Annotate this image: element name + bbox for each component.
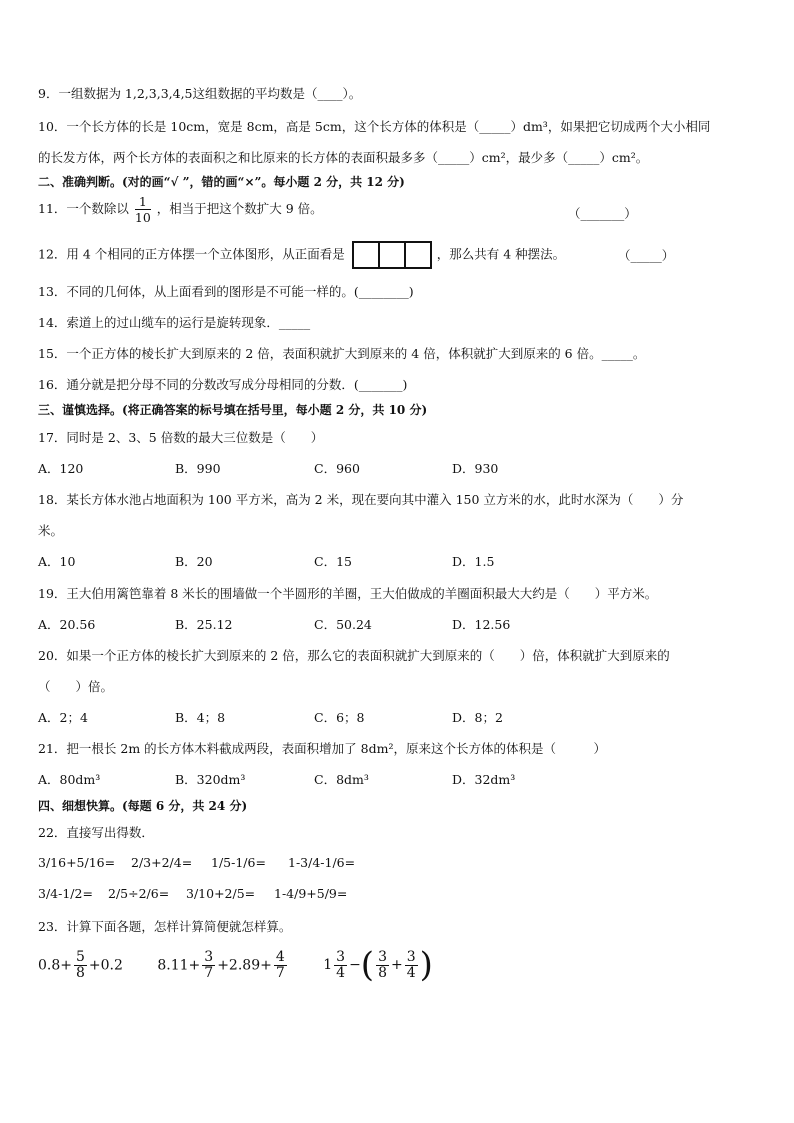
calc-item: 3/4-1/2=: [38, 886, 93, 901]
option-d: D．32dm³: [452, 772, 516, 787]
expr-text: 0.8+: [38, 957, 72, 973]
option-d: D．12.56: [452, 617, 511, 632]
question-19: 19．王大伯用篱笆靠着 8 米长的围墙做一个半圆形的羊圈，王大伯做成的羊圈面积最大大约是（ ）平方米。: [38, 586, 658, 601]
fraction: [274, 950, 287, 981]
fraction-one-tenth: [135, 194, 151, 225]
calc-item: 1/5-1/6=: [211, 855, 266, 870]
option-c: C．6；8: [314, 710, 365, 725]
option-b: B．20: [175, 554, 213, 569]
question-9: 9．一组数据为 1,2,3,3,4,5这组数据的平均数是（____）。: [38, 86, 362, 101]
question-12-answer-blank: （_____）: [618, 248, 675, 263]
question-23-expressions: [38, 945, 463, 985]
option-d: D．930: [452, 461, 499, 476]
option-c: C．50.24: [314, 617, 372, 632]
expr-text: 8.11+: [157, 957, 201, 973]
option-a: A．80dm³: [38, 772, 101, 787]
three-square-front-view-figure: [352, 241, 430, 269]
option-a: A．2；4: [38, 710, 88, 725]
option-a: A．10: [38, 554, 76, 569]
question-10-line2: 的长发方体，两个长方体的表面积之和比原来的长方体的表面积最多多（_____）cm²，最少多（_____）cm²。: [38, 150, 649, 165]
section-4-heading: 四、细想快算。(每题 6 分，共 24 分): [38, 799, 248, 813]
fraction-denominator: 7: [204, 964, 214, 981]
question-22: 22．直接写出得数．: [38, 825, 154, 840]
fraction: [376, 950, 389, 981]
question-11-text-pre: 11．一个数除以: [38, 201, 129, 216]
option-d: D．8；2: [452, 710, 503, 725]
expression-3: [323, 945, 433, 985]
fraction-numerator: 4: [275, 948, 285, 965]
fraction: [74, 950, 87, 981]
right-paren-icon: ): [419, 945, 433, 985]
plus-sign: +: [390, 957, 403, 973]
fraction-numerator: 3: [336, 948, 346, 965]
question-13: 13．不同的几何体，从上面看到的图形是不可能一样的。(________): [38, 284, 414, 299]
question-21: 21．把一根长 2m 的长方体木料截成两段，表面积增加了 8dm²，原来这个长方体的体积是（ ）: [38, 741, 606, 756]
fraction-denominator: 8: [76, 964, 85, 981]
question-14: 14．索道上的过山缆车的运行是旋转现象．_____: [38, 315, 311, 330]
fraction: [405, 950, 418, 981]
question-20-line1: 20．如果一个正方体的棱长扩大到原来的 2 倍，那么它的表面积就扩大到原来的（ ）倍，体积就扩大到原来的: [38, 648, 670, 663]
fraction-numerator: 5: [76, 948, 85, 965]
question-10-line1: 10．一个长方体的长是 10cm，宽是 8cm，高是 5cm，这个长方体的体积是（_____）dm³，如果把它切成两个大小相同: [38, 119, 711, 134]
fraction-numerator: 3: [378, 948, 387, 965]
question-12: [38, 241, 565, 269]
fraction-denominator: 4: [406, 964, 416, 981]
option-a: A．120: [38, 461, 84, 476]
fraction-numerator: 1: [135, 194, 151, 210]
calc-item: 1-3/4-1/6=: [288, 855, 356, 870]
question-11-text-post: ，相当于把这个数扩大 9 倍。: [156, 201, 323, 216]
expression-1: [38, 950, 123, 981]
question-15: 15．一个正方体的棱长扩大到原来的 2 倍，表面积就扩大到原来的 4 倍，体积就扩大到原来的 6 倍。_____。: [38, 346, 646, 361]
fraction-numerator: 3: [406, 948, 416, 965]
fraction-denominator: 8: [378, 964, 387, 981]
option-c: C．8dm³: [314, 772, 369, 787]
option-b: B．990: [175, 461, 221, 476]
question-23: 23．计算下面各题，怎样计算简便就怎样算。: [38, 919, 292, 934]
question-18-line2: 米。: [38, 523, 64, 538]
option-a: A．20.56: [38, 617, 96, 632]
calc-item: 1-4/9+5/9=: [274, 886, 348, 901]
fraction-numerator: 3: [204, 948, 214, 965]
fraction-denominator: 4: [336, 964, 346, 981]
expr-text: +2.89+: [217, 957, 272, 973]
question-11: [38, 194, 323, 225]
question-16: 16．通分就是把分母不同的分数改写成分母相同的分数．(_______): [38, 377, 408, 392]
option-b: B．4；8: [175, 710, 226, 725]
expr-text: +0.2: [88, 957, 123, 973]
calc-item: 3/10+2/5=: [186, 886, 256, 901]
option-c: C．960: [314, 461, 360, 476]
option-d: D．1.5: [452, 554, 495, 569]
section-3-heading: 三、谨慎选择。(将正确答案的标号填在括号里，每小题 2 分，共 10 分): [38, 403, 428, 417]
option-b: B．320dm³: [175, 772, 246, 787]
left-paren-icon: (: [360, 945, 375, 985]
question-18-line1: 18．某长方体水池占地面积为 100 平方米，高为 2 米，现在要向其中灌入 150 立方米的水，此时水深为（ ）分: [38, 492, 684, 507]
section-2-heading: 二、准确判断。(对的画“√ ”，错的画“×”。每小题 2 分，共 12 分): [38, 175, 405, 189]
question-12-text-pre: 12．用 4 个相同的正方体摆一个立体图形，从正面看是: [38, 246, 345, 262]
fraction-denominator: 10: [134, 210, 151, 225]
fraction-denominator: 7: [275, 964, 285, 981]
mixed-number-whole: 1: [323, 957, 333, 973]
minus-sign: −: [349, 957, 361, 973]
expression-2: [157, 950, 288, 981]
fraction: [334, 950, 347, 981]
option-b: B．25.12: [175, 617, 233, 632]
question-12-text-post: ，那么共有 4 种摆法。: [436, 246, 566, 262]
calc-item: 2/3+2/4=: [131, 855, 193, 870]
question-17: 17．同时是 2、3、5 倍数的最大三位数是（ ）: [38, 430, 324, 445]
fraction: [202, 950, 215, 981]
question-11-answer-blank: （_______）: [568, 206, 637, 221]
calc-item: 2/5÷2/6=: [108, 886, 170, 901]
calc-item: 3/16+5/16=: [38, 855, 116, 870]
question-20-line2: （ ）倍。: [38, 679, 114, 694]
option-c: C．15: [314, 554, 352, 569]
